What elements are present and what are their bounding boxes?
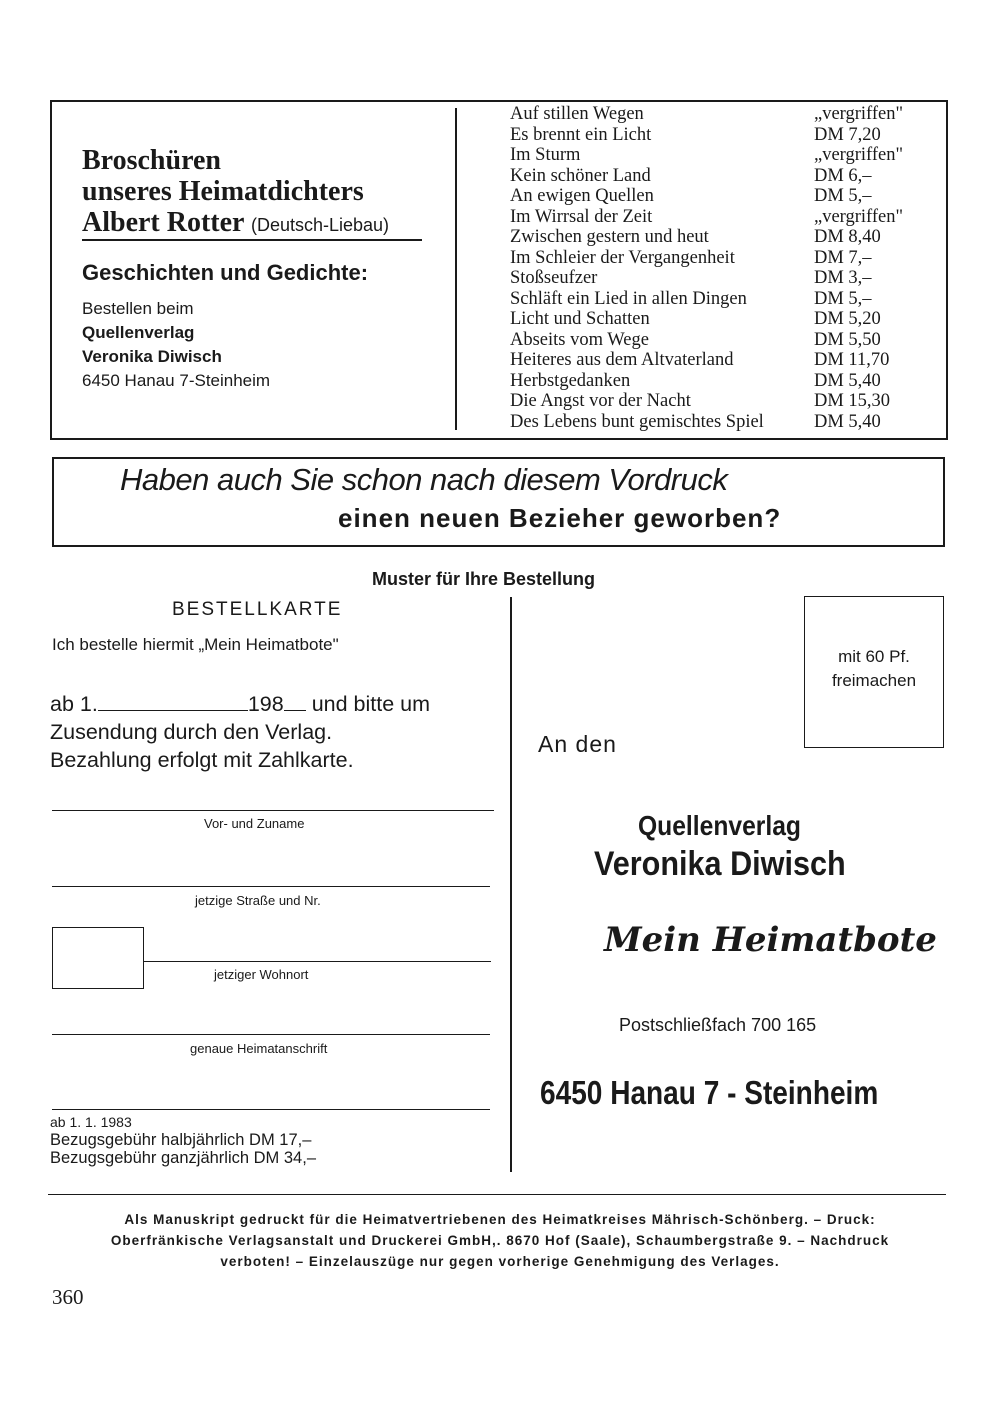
booklet-price: DM 6,– (814, 165, 872, 186)
address-city: 6450 Hanau 7 - Steinheim (540, 1074, 879, 1111)
booklet-row (510, 412, 930, 433)
card-divider (510, 597, 512, 1172)
booklet-price: DM 5,– (814, 186, 872, 206)
heading-author-line (82, 207, 389, 241)
imprint (70, 1209, 930, 1272)
booklet-price: DM 15,30 (814, 391, 891, 411)
year-prefix: 198 (247, 692, 284, 716)
publisher-line2: Veronika Diwisch (82, 347, 222, 366)
street-field-label: jetzige Straße und Nr. (195, 893, 321, 908)
stamp-line1: mit 60 Pf. (838, 647, 910, 666)
booklet-title: Des Lebens bunt gemischtes Spiel (510, 411, 764, 432)
booklet-title: Abseits vom Wege (510, 329, 649, 350)
booklet-row (510, 350, 930, 371)
card-title: BESTELLKARTE (172, 599, 343, 620)
booklet-price: DM 8,40 (814, 227, 881, 247)
booklet-title: Stoßseufzer (510, 268, 598, 288)
publisher-line1: Quellenverlag (82, 323, 195, 342)
booklet-row (510, 391, 930, 412)
extra-field-line[interactable] (52, 1109, 490, 1110)
booklet-row (510, 289, 930, 310)
order-line: Ich bestelle hiermit „Mein Heimatbote" (52, 635, 339, 654)
order-text-block (50, 690, 430, 774)
booklet-price: DM 7,20 (814, 124, 881, 145)
city-field-line[interactable] (144, 961, 491, 962)
booklet-row (510, 371, 930, 392)
booklet-row (510, 309, 930, 330)
booklet-title: Kein schöner Land (510, 165, 651, 186)
address-publisher-line1: Quellenverlag (638, 810, 801, 841)
booklet-title: Heiteres aus dem Altvaterland (510, 350, 734, 370)
city-field-label: jetziger Wohnort (214, 967, 309, 982)
booklet-price: DM 11,70 (814, 350, 890, 370)
booklet-row (510, 104, 930, 125)
sample-title: Muster für Ihre Bestellung (372, 569, 596, 589)
booklet-title: Herbstgedanken (510, 370, 631, 391)
booklet-row (510, 248, 930, 269)
booklet-row (510, 207, 930, 228)
order-from-block (82, 297, 270, 393)
payment-line: Bezahlung erfolgt mit Zahlkarte. (50, 748, 354, 772)
booklet-title-list (510, 104, 930, 432)
author-name: Albert Rotter (82, 207, 244, 238)
name-field-line[interactable] (52, 810, 494, 811)
delivery-line: Zusendung durch den Verlag. (50, 720, 333, 744)
booklet-row (510, 268, 930, 289)
author-origin: (Deutsch-Liebau) (250, 215, 390, 235)
booklet-price: DM 5,50 (814, 329, 881, 350)
booklet-price: DM 5,20 (814, 309, 881, 329)
heading-line2: unseres Heimatdichters (82, 176, 364, 207)
booklet-row (510, 125, 930, 146)
address-publisher-line2: Veronika Diwisch (594, 845, 846, 883)
stamp-line2: freimachen (831, 671, 917, 690)
booklet-row (510, 145, 930, 166)
booklets-heading (82, 145, 389, 241)
booklet-price: „vergriffen" (814, 206, 904, 227)
fee-full-year: Bezugsgebühr ganzjährlich DM 34,– (50, 1149, 316, 1167)
booklet-title: Im Sturm (510, 145, 581, 165)
start-year-field[interactable] (284, 694, 306, 711)
fee-half-year: Bezugsgebühr halbjährlich DM 17,– (50, 1131, 312, 1149)
booklet-title: Schläft ein Lied in allen Dingen (510, 288, 747, 309)
to-label: An den (538, 731, 617, 757)
imprint-line1: Als Manuskript gedruckt für die Heimatvertriebenen des Heimatkreises Mährisch-Schönberg. – Druck: (124, 1212, 876, 1227)
checkbox-square[interactable] (52, 927, 144, 989)
booklet-row (510, 227, 930, 248)
booklet-title: An ewigen Quellen (510, 186, 654, 206)
footer-rule (48, 1194, 946, 1195)
start-date-field[interactable] (98, 694, 248, 711)
booklet-price: DM 5,– (814, 288, 872, 309)
street-field-line[interactable] (52, 886, 490, 887)
booklet-title: Die Angst vor der Nacht (510, 391, 691, 411)
booklet-price: „vergriffen" (814, 104, 904, 124)
fee-date: ab 1. 1. 1983 (50, 1114, 132, 1130)
booklet-row (510, 186, 930, 207)
page-number: 360 (52, 1285, 84, 1309)
booklet-price: DM 5,40 (814, 370, 881, 391)
home-address-field-label: genaue Heimatanschrift (190, 1041, 328, 1056)
name-field-label: Vor- und Zuname (204, 816, 305, 831)
stamp-text (806, 645, 942, 693)
booklet-title: Licht und Schatten (510, 309, 650, 329)
fees-block (50, 1113, 316, 1167)
imprint-line2: Oberfränkische Verlagsanstalt und Druckerei GmbH,. 8670 Hof (Saale), Schaumbergstraße 9. – Nachdruck (110, 1233, 890, 1248)
booklet-title: Im Wirrsal der Zeit (510, 206, 653, 227)
from-prefix: ab 1. (50, 692, 98, 716)
booklet-price: DM 7,– (814, 247, 872, 268)
booklet-title: Im Schleier der Vergangenheit (510, 247, 735, 268)
order-date-line (50, 690, 430, 718)
booklet-price: DM 5,40 (814, 411, 881, 432)
po-box: Postschließfach 700 165 (619, 1015, 817, 1035)
magazine-title: Mein Heimatbote (604, 920, 937, 960)
booklet-price: „vergriffen" (814, 145, 904, 165)
promo-line1: Haben auch Sie schon nach diesem Vordruck (120, 462, 728, 497)
request-suffix: und bitte um (311, 692, 431, 716)
booklet-row (510, 330, 930, 351)
booklet-row (510, 166, 930, 187)
booklet-price: DM 3,– (814, 268, 872, 288)
heading-line1: Broschüren (82, 145, 221, 176)
booklets-divider (455, 108, 457, 430)
home-address-field-line[interactable] (52, 1034, 490, 1035)
imprint-line3: verboten! – Einzelauszüge nur gegen vorherige Genehmigung des Verlages. (220, 1254, 780, 1269)
booklet-title: Zwischen gestern und heut (510, 227, 709, 247)
publisher-address: 6450 Hanau 7-Steinheim (82, 371, 271, 390)
heading-underline (82, 239, 422, 241)
order-intro: Bestellen beim (82, 299, 194, 318)
booklets-subheading: Geschichten und Gedichte: (82, 260, 369, 285)
booklet-title: Es brennt ein Licht (510, 124, 652, 145)
booklet-title: Auf stillen Wegen (510, 104, 644, 124)
promo-line2: einen neuen Bezieher geworben? (338, 503, 782, 533)
